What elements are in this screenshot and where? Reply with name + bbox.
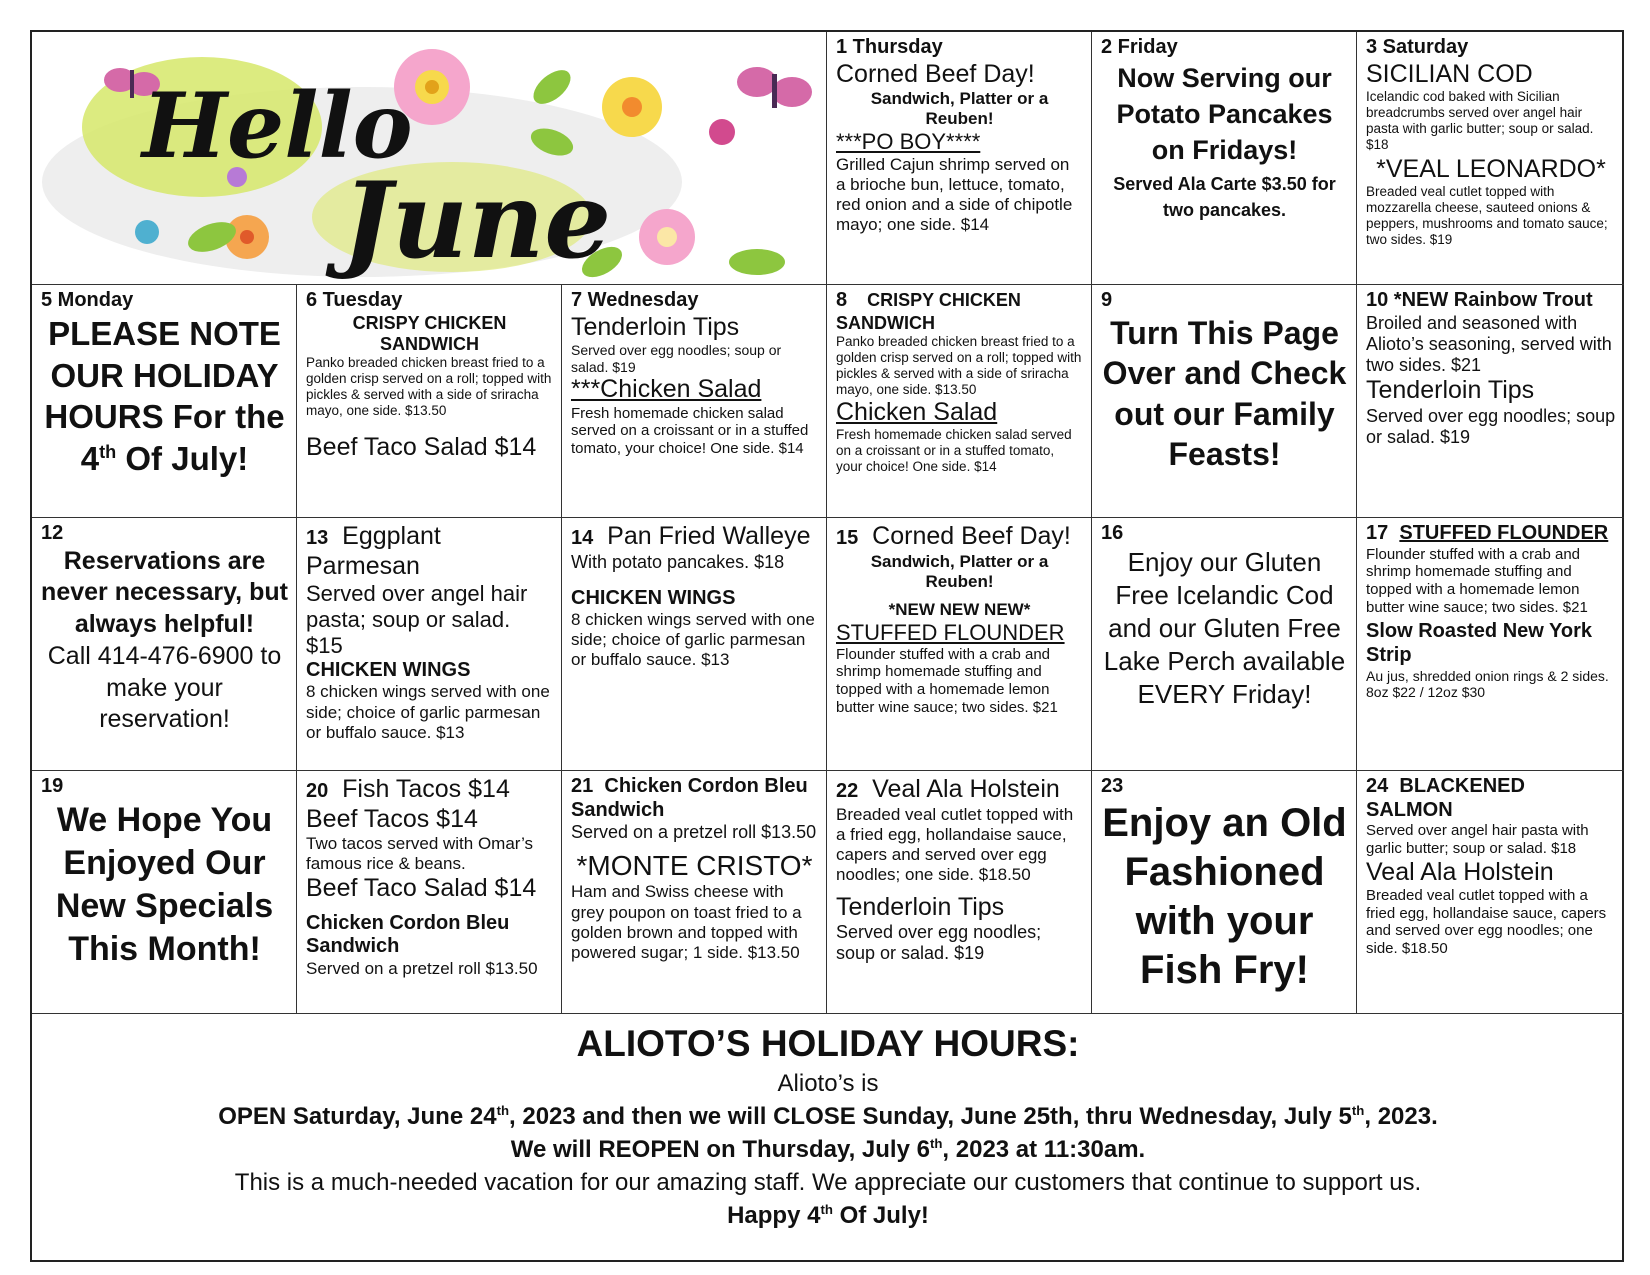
item-description: Served over angel hair pasta; soup or salad. $15 [306,581,528,658]
menu-item: 13 Eggplant Parmesan [306,522,441,580]
reservation-phone: Call 414-476-6900 to make your reservation! [47,641,282,734]
old-fashioned-promo: Enjoy an Old Fashioned with your Fish Fry! [1102,800,1347,993]
day-9-cell [1092,285,1357,518]
day-16-cell [1092,518,1357,771]
holiday-notice: PLEASE NOTE OUR HOLIDAY HOURS For the 4th Of July! [44,314,285,478]
menu-item: Chicken Cordon Bleu Sandwich [306,911,510,958]
day-header: 19 [41,775,64,797]
item-description: Panko breaded chicken breast fried to a golden crisp served on a roll; topped with pickles & served with a side of sriracha mayo, one side. $13.50 [836,333,1082,397]
day-7-cell [562,285,827,518]
item-description: Flounder stuffed with a crab and shrimp homemade stuffing and topped with a homemade lemon butter wine sauce; two sides. $21 [1366,545,1588,616]
day-header: 9 [1101,289,1113,311]
banner-illustration [32,32,827,285]
item-description: Breaded veal cutlet topped with a fried egg, hollandaise sauce, capers and served over egg noodles; one side. $18.50 [1366,887,1607,958]
item-description: Served over angel hair pasta with garlic butter; soup or salad. $18 [1366,822,1589,857]
day-2-cell [1092,32,1357,285]
hello-june-banner [32,32,827,285]
day-20-cell [297,771,562,1014]
pink-flower-icon [639,209,695,265]
item-description: Served over egg noodles; soup or salad. $19 [836,922,1042,964]
menu-item: 24 BLACKENED SALMON [1366,775,1525,821]
day-header: 16 [1101,522,1124,544]
day-header: 1 Thursday [836,36,943,58]
footer-line: Happy 4th Of July! [727,1201,929,1229]
yellow-flower-icon [602,77,662,137]
menu-item: Tenderloin Tips [571,312,740,341]
day-5-cell [32,285,297,518]
holiday-hours-footer [32,1014,1624,1262]
day-header: 3 Saturday [1366,36,1469,58]
menu-item: 22 Veal Ala Holstein [836,775,1060,803]
footer-line: OPEN Saturday, June 24th, 2023 and then we will CLOSE Sunday, June 25th, thru Wednesday, July 5th, 2023. [218,1103,1438,1131]
footer-line: This is a much-needed vacation for our amazing staff. We appreciate our customers that continue to support us. [234,1168,1422,1196]
reservations-notice: Reservations are never necessary, but always helpful! [41,546,288,639]
day-1-cell [827,32,1092,285]
day-header: 2 Friday [1101,36,1178,58]
item-description: Au jus, shredded onion rings & 2 sides. 8oz $22 / 12oz $30 [1366,667,1609,701]
menu-item: Beef Tacos $14 [306,804,478,833]
day-22-cell [827,771,1092,1014]
pancake-price: Served Ala Carte $3.50 for two pancakes. [1113,173,1336,220]
special-title: 15 Corned Beef Day! [836,522,1071,550]
item-description: Served on a pretzel roll $13.50 [571,822,817,843]
item-description: With potato pancakes. $18 [571,551,785,572]
item-description: Flounder stuffed with a crab and shrimp homemade stuffing and topped with a homemade lemon butter wine sauce; two sides. $21 [836,645,1058,716]
item-description: Icelandic cod baked with Sicilian breadcrumbs served over angel hair pasta with garlic butter; soup or salad. $18 [1366,89,1594,152]
menu-item: 17 STUFFED FLOUNDER [1366,522,1609,544]
item-description: 8 chicken wings served with one side; choice of garlic parmesan or buffalo sauce. $13 [571,610,815,670]
day-header: 6 Tuesday [306,289,403,311]
leaf-icon [729,249,785,275]
day-header: 5 Monday [41,289,134,311]
menu-item: CHICKEN WINGS [571,586,736,609]
day-6-cell [297,285,562,518]
day-14-cell [562,518,827,771]
special-subtitle: Sandwich, Platter or a Reuben! [870,89,1049,129]
item-description: Served over egg noodles; soup or salad. $19 [571,342,782,375]
menu-item: Tenderloin Tips [836,892,1005,921]
day-header: 7 Wednesday [571,289,699,311]
menu-item: Beef Taco Salad $14 [306,432,537,461]
menu-item: *MONTE CRISTO* [576,850,813,882]
small-flower-icon [709,119,735,145]
day-13-cell [297,518,562,771]
calendar [30,30,1624,1262]
day-12-cell [32,518,297,771]
menu-item: ***Chicken Salad [571,375,762,404]
item-description: Ham and Swiss cheese with grey poupon on toast fried to a golden brown and topped with powered sugar; 1 side. $13.50 [571,882,802,962]
menu-item: 20 Fish Tacos $14 [306,775,510,803]
item-description: Breaded veal cutlet topped with a fried egg, hollandaise sauce, capers and served over egg noodles; one side. $18.50 [836,804,1074,884]
day-10-cell [1357,285,1624,518]
menu-item: Tenderloin Tips [1366,376,1535,405]
gluten-free-notice: Enjoy our Gluten Free Icelandic Cod and our Gluten Free Lake Perch available EVERY Friday! [1103,546,1346,709]
day-15-cell [827,518,1092,771]
day-17-cell [1357,518,1624,771]
menu-item: 21 Chicken Cordon Bleu Sandwich [571,775,808,821]
menu-item: CRISPY CHICKEN SANDWICH [352,312,507,354]
item-description: Fresh homemade chicken salad served on a croissant or in a stuffed tomato, your choice! One side. $14 [571,404,809,457]
menu-item: CHICKEN WINGS [306,658,471,681]
menu-item: *VEAL LEONARDO* [1376,154,1606,183]
menu-item: Chicken Salad [836,397,998,426]
day-header: 12 [41,522,64,544]
special-subtitle: Sandwich, Platter or a Reuben! [870,551,1049,591]
footer-line: We will REOPEN on Thursday, July 6th, 2023 at 11:30am. [510,1135,1146,1163]
footer-line: Alioto’s is [777,1070,879,1098]
menu-item: ***PO BOY**** [836,129,981,155]
menu-item: 14 Pan Fried Walleye [571,522,811,550]
day-21-cell [562,771,827,1014]
potato-pancake-notice: Now Serving our Potato Pancakes on Fridays! [1116,62,1333,166]
butterfly-icon [737,67,812,108]
day-23-cell [1092,771,1357,1014]
day-24-cell [1357,771,1624,1014]
menu-item: SICILIAN COD [1366,59,1533,88]
menu-item: Slow Roasted New York Strip [1366,620,1592,666]
new-badge: *NEW NEW NEW* [888,599,1031,619]
menu-item: 8 CRISPY CHICKEN SANDWICH [836,289,1021,333]
menu-item: STUFFED FLOUNDER [836,619,1065,645]
holiday-hours-title: ALIOTO’S HOLIDAY HOURS: [576,1023,1080,1064]
item-description: Panko breaded chicken breast fried to a golden crisp served on a roll; topped with pickles & served with a side of sriracha mayo, one side. $13.50 [306,355,552,418]
special-title: Corned Beef Day! [836,59,1035,88]
specials-thanks: We Hope You Enjoyed Our New Specials This Month! [55,800,274,969]
item-description: Two tacos served with Omar’s famous rice & beans. [306,834,534,874]
day-8-cell [827,285,1092,518]
june-lettering: June [342,158,612,282]
item-description: Broiled and seasoned with Alioto’s seasoning, served with two sides. $21 [1366,312,1612,376]
menu-item: Beef Taco Salad $14 [306,874,537,903]
item-description: Breaded veal cutlet topped with mozzarella cheese, sauteed onions & peppers, mushrooms and tomato sauce; two sides. $19 [1366,184,1608,248]
family-feasts-notice: Turn This Page Over and Check out our Family Feasts! [1102,314,1347,473]
item-description: 8 chicken wings served with one side; choice of garlic parmesan or buffalo sauce. $13 [306,682,550,742]
small-flower-icon [135,220,159,244]
item-description: Served on a pretzel roll $13.50 [306,958,538,978]
hello-lettering: Hello [142,73,413,179]
day-header: 10 *NEW Rainbow Trout [1366,289,1593,311]
day-3-cell [1357,32,1624,285]
item-description: Grilled Cajun shrimp served on a brioche bun, lettuce, tomato, red onion and a side of chipotle mayo; one side. $14 [836,155,1073,235]
day-header: 23 [1101,775,1124,797]
day-19-cell [32,771,297,1014]
menu-item: Veal Ala Holstein [1366,857,1554,886]
item-description: Served over egg noodles; soup or salad. $19 [1366,405,1616,448]
item-description: Fresh homemade chicken salad served on a croissant or in a stuffed tomato, your choice! One side. $14 [836,427,1072,474]
